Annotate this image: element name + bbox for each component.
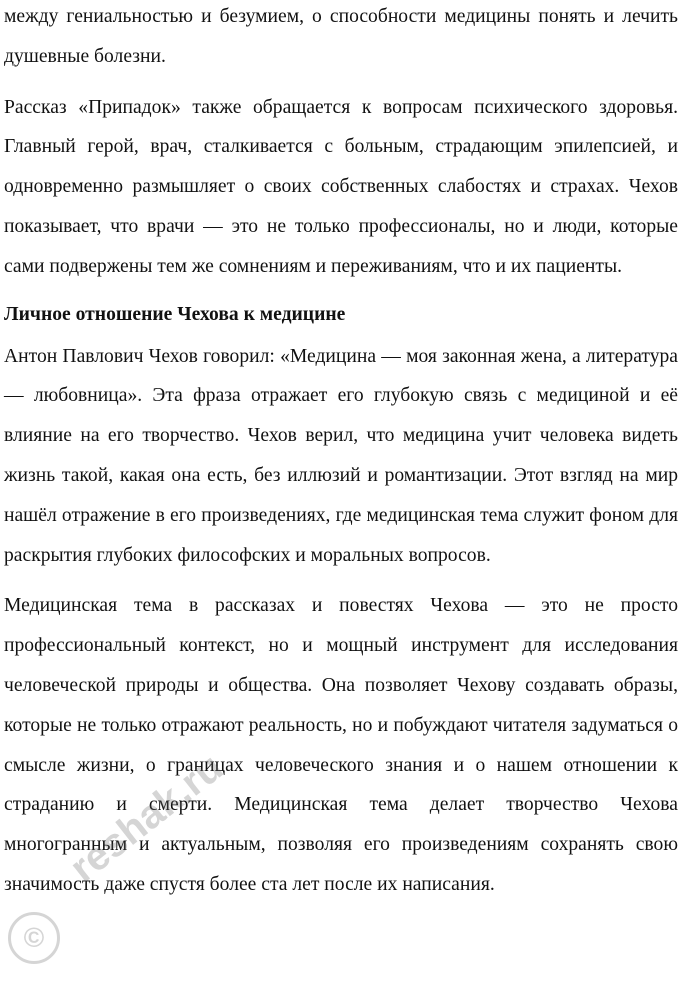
section-heading: Личное отношение Чехова к медицине bbox=[4, 303, 346, 325]
paragraph-intro-continuation: между гениальностью и безумием, о способности медицины понять и лечить душевные болезни. bbox=[4, 6, 678, 67]
paragraph-pripadok: Рассказ «Припадок» также обращается к вопросам психического здоровья. Главный герой, врач, сталкивается с больным, страдающим эпилепсией, и одновременно размышляет о своих собственных слабостях и страхах. Чехов показывает, что врачи — это не только профессионалы, но и люди, которые сами подвержены тем же сомнениям и переживаниям, что и их пациенты. bbox=[4, 96, 678, 277]
paragraph-medicine-quote: Антон Павлович Чехов говорил: «Медицина — моя законная жена, а литература — любовница». Эта фраза отражает его глубокую связь с медициной и её влияние на его творчество. Чехов верил, что медицина учит человека видеть жизнь такой, какая она есть, без иллюзий и романтизации. Этот взгляд на мир нашёл отражение в его произведениях, где медицинская тема служит фоном для раскрытия глубоких философских и моральных вопросов. bbox=[4, 345, 678, 566]
watermark-text: reshak.ru bbox=[62, 745, 232, 891]
watermark-symbol: © bbox=[23, 922, 45, 953]
paragraph-conclusion: Медицинская тема в рассказах и повестях Чехова — это не просто профессиональный контекст, но и мощный инструмент для исследования человеческой природы и общества. Она позволяет Чехову создавать образы, которые не только отражают реальность, но и побуждают читателя задуматься о смысле жизни, о границах человеческого знания и о нашем отношении к страданию и смерти. Медицинская тема делает творчество Чехова многогранным и актуальным, позволяя его произведениям сохранять свою значимость даже спустя более ста лет после их написания. bbox=[4, 595, 678, 895]
